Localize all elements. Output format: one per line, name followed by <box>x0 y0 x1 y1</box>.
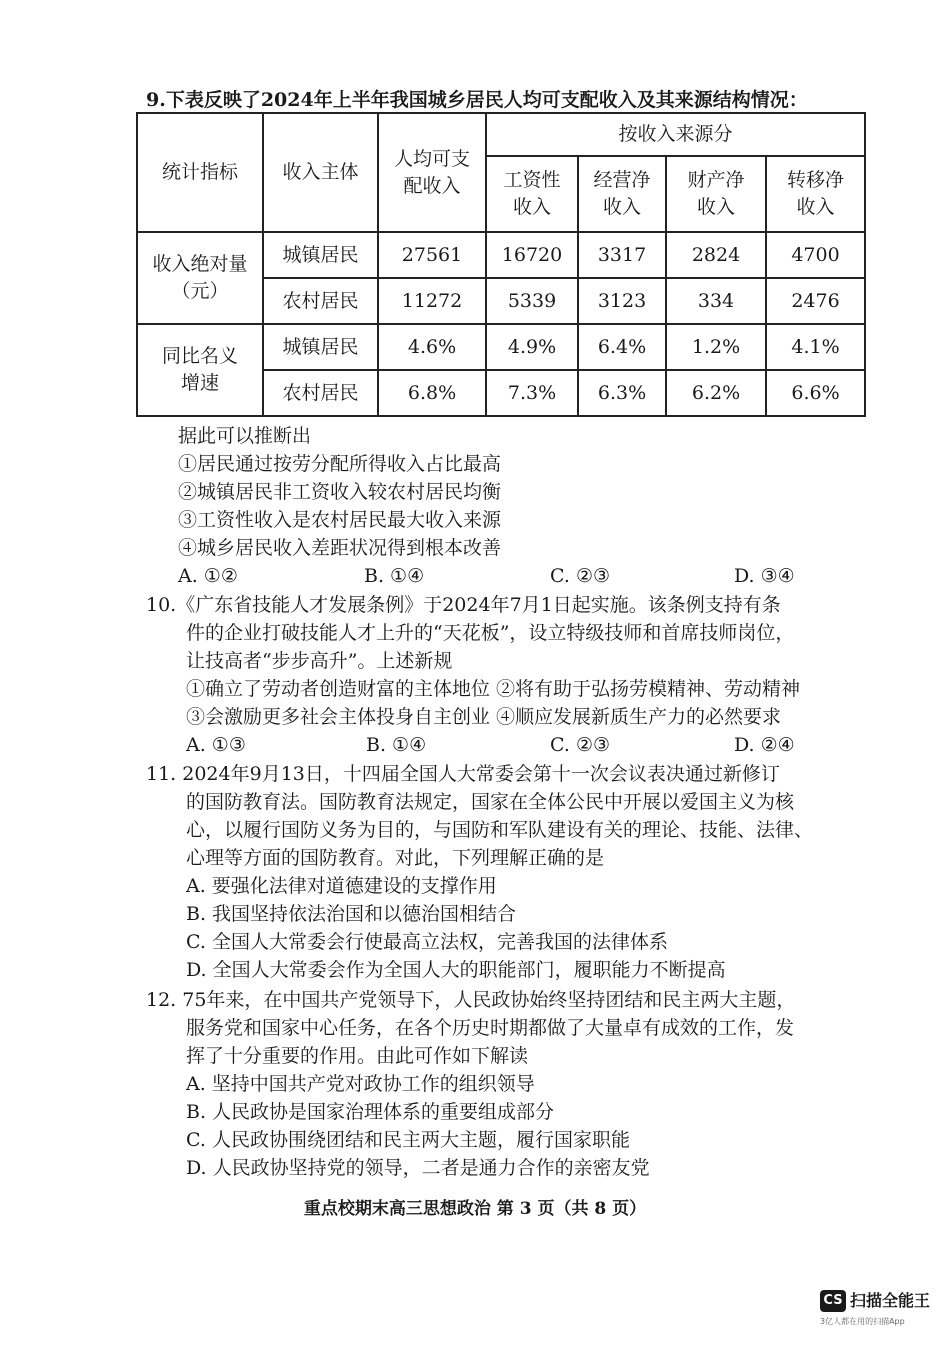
q12-option-d[interactable]: D. 人民政协坚持党的领导，二者是通力合作的亲密友党 <box>186 1157 650 1179</box>
q11-stem-line: 11. 2024年9月13日，十四届全国人大常委会第十一次会议表决通过新修订 <box>146 763 780 785</box>
cell-wage: 7.3% <box>486 370 578 416</box>
header-wage-line2: 收入 <box>512 196 551 218</box>
q9-options <box>178 563 878 589</box>
option-c[interactable]: C. ②③ <box>550 734 611 756</box>
q9-lead: 据此可以推断出 <box>178 425 312 447</box>
q10-items-line: ①确立了劳动者创造财富的主体地位 ②将有助于弘扬劳模精神、劳动精神 <box>186 678 801 700</box>
cell-total: 11272 <box>378 278 486 324</box>
header-transfer-line1: 转移净 <box>787 169 845 191</box>
cs-badge-icon: CS <box>820 1290 846 1312</box>
cell-business: 6.3% <box>578 370 666 416</box>
group-absolute-line1: 收入绝对量 <box>152 253 248 275</box>
header-transfer-line2: 收入 <box>796 196 835 218</box>
q11-option-b[interactable]: B. 我国坚持依法治国和以德治国相结合 <box>186 903 517 925</box>
q11-stem-line: 心理等方面的国防教育。对此，下列理解正确的是 <box>186 847 605 869</box>
q12-option-a[interactable]: A. 坚持中国共产党对政协工作的组织领导 <box>186 1073 535 1095</box>
cell-business: 3123 <box>578 278 666 324</box>
group-growth-line2: 增速 <box>180 372 219 394</box>
q10-stem-line: 件的企业打破技能人才上升的“天花板”，设立特级技师和首席技师岗位， <box>186 622 795 644</box>
q12-stem-line: 挥了十分重要的作用。由此可作如下解读 <box>186 1045 529 1067</box>
q11-option-d[interactable]: D. 全国人大常委会作为全国人大的职能部门，履职能力不断提高 <box>186 959 726 981</box>
header-wage <box>486 156 578 232</box>
cell-subject: 城镇居民 <box>263 324 378 370</box>
header-business <box>578 156 666 232</box>
cell-business: 3317 <box>578 232 666 278</box>
scanner-app-name: 扫描全能王 <box>850 1291 931 1310</box>
header-property-line1: 财产净 <box>687 169 745 191</box>
header-transfer <box>766 156 865 232</box>
q10-stem-line: 10.《广东省技能人才发展条例》于2024年7月1日起实施。该条例支持有条 <box>146 594 781 616</box>
cell-transfer: 6.6% <box>766 370 865 416</box>
q9-item: ①居民通过按劳分配所得收入占比最高 <box>178 453 502 475</box>
cell-property: 334 <box>666 278 766 324</box>
q11-option-c[interactable]: C. 全国人大常委会行使最高立法权，完善我国的法律体系 <box>186 931 668 953</box>
cell-subject: 农村居民 <box>263 278 378 324</box>
q10-items-line: ③会激励更多社会主体投身自主创业 ④顺应发展新质生产力的必然要求 <box>186 706 782 728</box>
option-b[interactable]: B. ①④ <box>364 565 425 587</box>
cell-subject: 农村居民 <box>263 370 378 416</box>
header-per-capita <box>378 113 486 232</box>
income-table <box>136 112 866 417</box>
q9-item: ②城镇居民非工资收入较农村居民均衡 <box>178 481 502 503</box>
q12-option-c[interactable]: C. 人民政协围绕团结和民主两大主题，履行国家职能 <box>186 1129 630 1151</box>
q11-option-a[interactable]: A. 要强化法律对道德建设的支撑作用 <box>186 875 497 897</box>
q9-stem: 9.下表反映了2024年上半年我国城乡居民人均可支配收入及其来源结构情况： <box>146 89 808 111</box>
header-wage-line1: 工资性 <box>503 169 561 191</box>
scanner-app-tagline: 3亿人都在用的扫描App <box>820 1317 905 1326</box>
cell-transfer: 4700 <box>766 232 865 278</box>
cell-wage: 4.9% <box>486 324 578 370</box>
option-a[interactable]: A. ①② <box>178 565 238 587</box>
option-d[interactable]: D. ③④ <box>734 565 795 587</box>
q9-item: ④城乡居民收入差距状况得到根本改善 <box>178 537 502 559</box>
cell-transfer: 4.1% <box>766 324 865 370</box>
q9-item: ③工资性收入是农村居民最大收入来源 <box>178 509 502 531</box>
header-per-capita-line1: 人均可支 <box>393 147 470 170</box>
scanner-logo <box>820 1290 940 1330</box>
cell-total: 27561 <box>378 232 486 278</box>
cell-property: 1.2% <box>666 324 766 370</box>
header-property <box>666 156 766 232</box>
cell-wage: 5339 <box>486 278 578 324</box>
header-business-line1: 经营净 <box>593 169 651 191</box>
option-c[interactable]: C. ②③ <box>550 565 611 587</box>
header-subject: 收入主体 <box>263 113 378 232</box>
group-growth <box>137 324 263 416</box>
option-d[interactable]: D. ②④ <box>734 734 795 756</box>
cell-total: 4.6% <box>378 324 486 370</box>
cell-subject: 城镇居民 <box>263 232 378 278</box>
cell-transfer: 2476 <box>766 278 865 324</box>
header-source-group: 按收入来源分 <box>486 113 865 156</box>
cell-total: 6.8% <box>378 370 486 416</box>
q10-stem-line: 让技高者“步步高升”。上述新规 <box>186 650 453 672</box>
table-row <box>137 232 865 278</box>
cell-property: 2824 <box>666 232 766 278</box>
cell-property: 6.2% <box>666 370 766 416</box>
cell-business: 6.4% <box>578 324 666 370</box>
group-absolute-line2: （元） <box>171 280 229 302</box>
q12-option-b[interactable]: B. 人民政协是国家治理体系的重要组成部分 <box>186 1101 555 1123</box>
option-a[interactable]: A. ①③ <box>186 734 246 756</box>
q12-stem-line: 12. 75年来，在中国共产党领导下，人民政协始终坚持团结和民主两大主题， <box>146 989 796 1011</box>
cell-wage: 16720 <box>486 232 578 278</box>
q12-stem-line: 服务党和国家中心任务，在各个历史时期都做了大量卓有成效的工作，发 <box>186 1017 795 1039</box>
page-footer: 重点校期末高三思想政治 第 3 页（共 8 页） <box>303 1199 647 1219</box>
q11-stem-line: 的国防教育法。国防教育法规定，国家在全体公民中开展以爱国主义为核 <box>186 791 795 813</box>
header-business-line2: 收入 <box>602 196 641 218</box>
header-indicator: 统计指标 <box>137 113 263 232</box>
group-growth-line1: 同比名义 <box>161 345 238 367</box>
header-property-line2: 收入 <box>696 196 735 218</box>
option-b[interactable]: B. ①④ <box>366 734 427 756</box>
table-row <box>137 324 865 370</box>
q11-stem-line: 心，以履行国防义务为目的，与国防和军队建设有关的理论、技能、法律、 <box>186 819 814 841</box>
q10-options <box>186 732 886 758</box>
header-per-capita-line2: 配收入 <box>403 174 461 197</box>
group-absolute <box>137 232 263 324</box>
